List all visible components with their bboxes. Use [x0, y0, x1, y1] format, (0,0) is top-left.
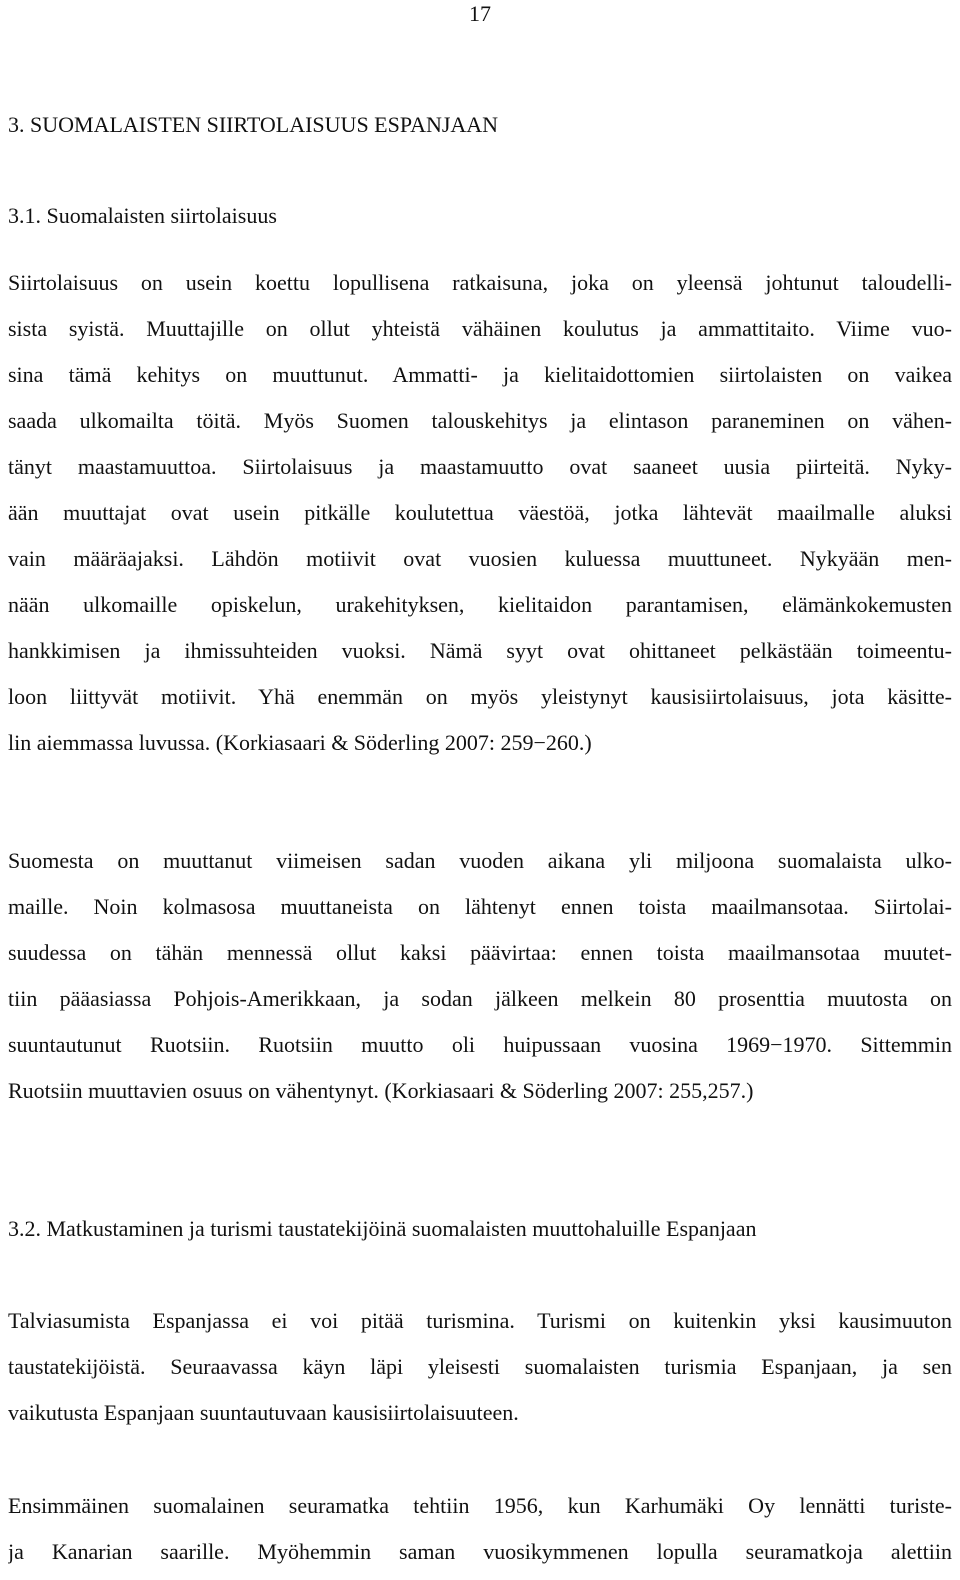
paragraph-4: [8, 1483, 952, 1575]
text-line: hankkimisen ja ihmissuhteiden vuoksi. Nämä syyt ovat ohittaneet pelkästään toimeentu-: [8, 638, 952, 663]
text-line: ään muuttajat ovat usein pitkälle koulutettua väestöä, jotka lähtevät maailmalle aluksi: [8, 500, 952, 525]
text-line: vain määräajaksi. Lähdön motiivit ovat vuosien kuluessa muuttuneet. Nykyään men-: [8, 546, 952, 571]
text-line: nään ulkomaille opiskelun, urakehityksen, kielitaidon parantamisen, elämänkokemusten: [8, 592, 952, 617]
text-line: tiin pääasiassa Pohjois-Amerikkaan, ja sodan jälkeen melkein 80 prosenttia muutosta on: [8, 986, 952, 1011]
text-line: Talviasumista Espanjassa ei voi pitää turismina. Turismi on kuitenkin yksi kausimuuton: [8, 1308, 952, 1333]
text-line: Ensimmäinen suomalainen seuramatka tehtiin 1956, kun Karhumäki Oy lennätti turiste-: [8, 1493, 952, 1518]
text-line: suudessa on tähän mennessä ollut kaksi päävirtaa: ennen toista maailmansotaa muutet-: [8, 940, 952, 965]
paragraph-1: [8, 260, 952, 766]
text-line: Siirtolaisuus on usein koettu lopullisena ratkaisuna, joka on yleensä johtunut taloudelli-: [8, 270, 952, 295]
text-line: suuntautunut Ruotsiin. Ruotsiin muutto oli huipussaan vuosina 1969−1970. Sittemmin: [8, 1032, 952, 1057]
text-line: saada ulkomailta töitä. Myös Suomen talouskehitys ja elintason paraneminen on vähen-: [8, 408, 952, 433]
text-line: Ruotsiin muuttavien osuus on vähentynyt. (Korkiasaari & Söderling 2007: 255,257.): [8, 1078, 754, 1103]
chapter-heading: 3. SUOMALAISTEN SIIRTOLAISUUS ESPANJAAN: [8, 112, 499, 137]
text-line: Suomesta on muuttanut viimeisen sadan vuoden aikana yli miljoona suomalaista ulko-: [8, 848, 952, 873]
text-line: tänyt maastamuuttoa. Siirtolaisuus ja maastamuutto ovat saaneet uusia piirteitä. Nyky-: [8, 454, 952, 479]
section-heading-3-2: 3.2. Matkustaminen ja turismi taustatekijöinä suomalaisten muuttohaluille Espanjaan: [8, 1216, 757, 1241]
text-line: ja Kanarian saarille. Myöhemmin saman vuosikymmenen lopulla seuramatkoja alettiin: [8, 1539, 952, 1564]
paragraph-2: [8, 838, 952, 1114]
text-line: lin aiemmassa luvussa. (Korkiasaari & Söderling 2007: 259−260.): [8, 730, 592, 755]
text-line: taustatekijöistä. Seuraavassa käyn läpi yleisesti suomalaisten turismia Espanjaan, ja sen: [8, 1354, 952, 1379]
page-number: 17: [469, 1, 491, 26]
text-line: sina tämä kehitys on muuttunut. Ammatti- ja kielitaidottomien siirtolaisten on vaikea: [8, 362, 952, 387]
section-heading-3-1: 3.1. Suomalaisten siirtolaisuus: [8, 203, 277, 228]
text-line: loon liittyvät motiivit. Yhä enemmän on myös yleistynyt kausisiirtolaisuus, jota käsitte-: [8, 684, 952, 709]
paragraph-3: [8, 1298, 952, 1436]
text-line: vaikutusta Espanjaan suuntautuvaan kausisiirtolaisuuteen.: [8, 1400, 519, 1425]
text-line: maille. Noin kolmasosa muuttaneista on lähtenyt ennen toista maailmansotaa. Siirtolai-: [8, 894, 952, 919]
text-line: sista syistä. Muuttajille on ollut yhteistä vähäinen koulutus ja ammattitaito. Viime vuo-: [8, 316, 952, 341]
